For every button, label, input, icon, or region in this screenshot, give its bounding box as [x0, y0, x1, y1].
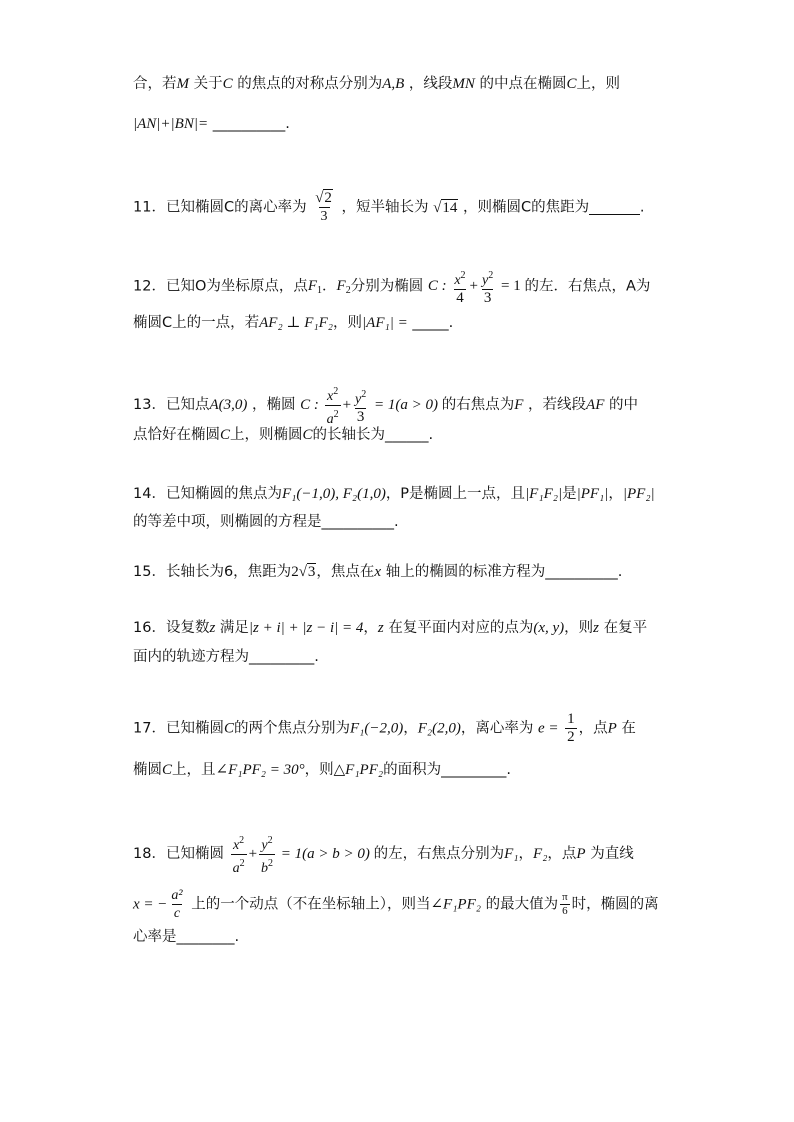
question-text: 椭圆C上的一点，若: [133, 315, 260, 331]
ellipse-equation: C : $\frac{x^2}{4}$ + $\frac{y^2}{3}$ = 1: [427, 270, 521, 306]
math-condition: AF₂ ⊥ F₁F₂: [259, 315, 334, 331]
math-expression: |AN|+|BN|=: [133, 116, 209, 132]
text: ，: [518, 845, 534, 862]
question-text: 17．已知椭圆: [133, 720, 224, 737]
question-text: 在复平: [603, 620, 648, 636]
fraction-a2-over-c: $\frac{\text{a²}}{c}$: [171, 888, 183, 921]
question-text: 11．已知椭圆C的离心率为: [133, 199, 307, 216]
math-P: P: [576, 845, 586, 862]
sqrt-3: √3: [298, 564, 316, 580]
math-C: C: [223, 720, 234, 737]
math-F1: F₁(−2,0): [349, 720, 404, 737]
answer-blank: __________.: [212, 116, 290, 132]
question-text: 时，椭圆的离: [571, 896, 659, 913]
text: 关于: [193, 76, 223, 92]
question-text: ，离心率为: [460, 720, 534, 737]
question-text: ，则: [564, 620, 594, 636]
question-text: 的左．右焦点，A为: [524, 278, 651, 295]
math-e: e =: [537, 720, 559, 737]
question-17: [133, 711, 636, 746]
math-F1: $F_1$: [307, 278, 323, 297]
math-C: C: [220, 427, 231, 443]
q10-line-1: [133, 74, 620, 94]
question-text: 的中: [608, 396, 638, 413]
question-text: 心率是________.: [133, 929, 240, 945]
fraction-1-over-2: $\frac{1}{2}$: [567, 711, 575, 745]
question-text: 在复平面内对应的点为: [388, 620, 534, 636]
question-text: 的右焦点为: [441, 396, 515, 413]
question-text: 12．已知O为坐标原点，点: [133, 278, 308, 295]
math-z: z: [209, 620, 216, 636]
math-equation: |z + i| + |z − i| = 4: [248, 620, 364, 636]
sqrt-14: √14: [433, 199, 458, 216]
fraction-sqrt2-over-3: $\frac{√2}{3}$: [315, 190, 332, 224]
question-text: 13．已知点: [133, 396, 210, 413]
question-text: 点恰好在椭圆: [133, 427, 220, 443]
math-AB: A,B: [382, 76, 405, 92]
radicand: 3: [307, 564, 316, 580]
math-C: C: [566, 76, 577, 92]
math-x-equals: x = −: [133, 896, 168, 913]
math-F1: F₁: [504, 845, 519, 862]
math-F2: F₂(2,0): [417, 720, 461, 737]
math-angle: ∠F₁PF₂: [430, 896, 481, 913]
question-text: 上，且: [172, 762, 216, 778]
question-text: 分别为椭圆: [350, 278, 424, 295]
question-16-line-2: [133, 647, 319, 667]
math-F: F: [514, 396, 524, 413]
text: ．: [322, 278, 337, 295]
question-17-line-2: [133, 760, 511, 780]
question-text: 上的一个动点（不在坐标轴上），则当: [191, 896, 431, 913]
fraction-pi-over-6: $\frac{\pi}{6}$: [562, 891, 568, 917]
question-text: 的等差中项，则椭圆的方程是__________.: [133, 514, 399, 530]
question-16: [133, 618, 647, 638]
question-text: 18．已知椭圆: [133, 845, 224, 862]
math-point-A: A(3,0): [209, 396, 248, 413]
question-text: ，点: [578, 720, 608, 737]
math-M: M: [176, 76, 189, 92]
math-x: x: [374, 564, 382, 580]
question-text: 轴上的椭圆的标准方程为__________.: [385, 564, 623, 580]
question-text: 的长轴长为______.: [312, 427, 434, 443]
question-text: 上，则椭圆: [230, 427, 303, 443]
math-F2: $F_2$: [336, 278, 351, 297]
radicand: 14: [442, 199, 458, 216]
math-expression: |AF₁| =: [362, 315, 408, 331]
question-text: ，焦点在: [316, 564, 375, 580]
text: ，: [608, 486, 623, 502]
question-text: ，则椭圆C的焦距为_______.: [462, 199, 645, 216]
math-point: (x, y): [533, 620, 565, 636]
question-14-line-2: [133, 512, 399, 532]
ellipse-equation: C : $\frac{x^2}{a^2}$ + $\frac{y^2}{3}$ = 1(a > 0): [300, 386, 438, 427]
question-13: [133, 383, 638, 428]
question-12-line-2: [133, 313, 453, 333]
question-text: 的两个焦点分别为: [233, 720, 350, 737]
question-text: ，短半轴长为: [341, 199, 429, 216]
question-text: ，椭圆: [251, 396, 296, 413]
question-18-line-2: [133, 887, 659, 922]
question-text: 的最大值为: [485, 896, 559, 913]
question-text: ，若线段: [528, 396, 587, 413]
math-triangle: △F₁PF₂: [333, 762, 384, 778]
math-C: C: [222, 76, 233, 92]
math-z: z: [593, 620, 600, 636]
text: ，: [363, 620, 378, 636]
math-P: P: [607, 720, 617, 737]
question-text: ，则: [333, 315, 363, 331]
math-PF1: |PF₁|: [576, 486, 609, 502]
question-14: [133, 484, 655, 504]
text: 的焦点的对称点分别为: [237, 76, 383, 92]
question-15: [133, 562, 622, 582]
text: ，线段: [408, 76, 453, 92]
denominator: 3: [320, 209, 328, 224]
math-PF2: |PF₂|: [622, 486, 655, 502]
question-text: 面内的轨迹方程为_________.: [133, 649, 319, 665]
math-z: z: [377, 620, 384, 636]
text: 的中点在椭圆: [479, 76, 567, 92]
math-angle: ∠F₁PF₂ = 30°: [215, 762, 305, 778]
question-text: 在: [621, 720, 636, 737]
question-text: 椭圆: [133, 762, 162, 778]
math-F2: F₂: [533, 845, 548, 862]
answer-blank: _____.: [412, 315, 454, 331]
question-11: [133, 190, 644, 225]
math-C: C: [162, 762, 173, 778]
math-AF: AF: [586, 396, 605, 413]
question-18-line-3: [133, 927, 239, 947]
question-text: ，P是椭圆上一点，且: [385, 486, 526, 502]
math-C: C: [302, 427, 313, 443]
text: ，: [403, 720, 418, 737]
math-foci: F₁(−1,0), F₂(1,0): [281, 486, 386, 502]
question-text: ，则: [304, 762, 334, 778]
question-13-line-2: [133, 425, 433, 445]
question-12: [133, 267, 650, 307]
text: 是: [562, 486, 577, 502]
math-F1F2: |F₁F₂|: [525, 486, 563, 502]
question-text: ，点: [547, 845, 577, 862]
ellipse-equation: $\frac{x^2}{a^2}$ + $\frac{y^2}{b^2}$ = 1(a > b > 0): [232, 835, 370, 876]
question-text: 为直线: [590, 845, 634, 862]
question-text: 的面积为_________.: [383, 762, 511, 778]
question-text: 15．长轴长为6，焦距为: [133, 564, 292, 580]
question-text: 的左，右焦点分别为: [373, 845, 505, 862]
radicand: 2: [324, 190, 332, 206]
math-coefficient: 2: [291, 564, 299, 580]
question-text: 16．设复数: [133, 620, 210, 636]
question-text: 14．已知椭圆的焦点为: [133, 486, 282, 502]
math-MN: MN: [452, 76, 475, 92]
q10-line-2: [133, 114, 290, 134]
question-text: 满足: [219, 620, 249, 636]
question-18: [133, 832, 634, 877]
text: 合，若: [133, 76, 177, 92]
text: 上，则: [576, 76, 621, 92]
